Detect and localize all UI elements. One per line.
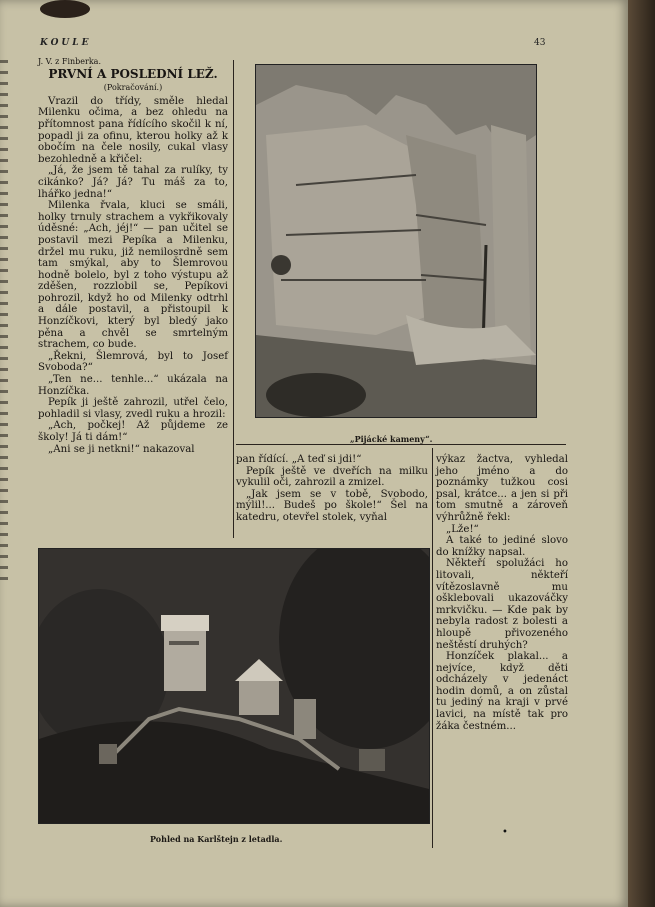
article-subtitle: (Pokračování.) — [103, 83, 163, 93]
column-divider — [233, 60, 234, 538]
paragraph: „Ach, počkej! Až půjdeme ze školy! Já ti dám!“ — [38, 420, 228, 443]
paragraph: „Lže!“ — [446, 523, 479, 535]
paragraph: „Ani se ji netkni!“ nakazoval — [48, 443, 195, 455]
paragraph: „Řekni, Šlemrová, byl to Josef Svoboda?“ — [38, 350, 228, 374]
column-1 — [38, 56, 228, 455]
page-stain — [40, 0, 90, 18]
section-divider — [236, 444, 566, 445]
rock-illustration — [256, 65, 536, 417]
paragraph: „Jak jsem se v tobě, Svobodo, mýlil!... Budeš po škole!“ Šel na katedru, otevřel stolek, vyňal — [236, 488, 428, 523]
article-author: J. V. z Finberka. — [38, 57, 101, 66]
paragraph: Někteří spolužáci ho litovali, někteří vítězoslavně mu ošklebovali ukazováčky mrkvičku. — Kde pak by nebyla radost z bolesti a hloupě přivozeného neštěstí druhých? — [436, 558, 568, 651]
binding-marks — [0, 60, 8, 580]
paragraph: A také to jediné slovo do knížky napsal. — [436, 535, 568, 558]
paragraph: Vrazil do třídy, směle hledal Milenku očima, a bez ohledu na přítomnost pana řídícího skočil k ní, popadl ji za ofinu, kterou holky až k obočím na čele nosily, cukal vlasy bezohledně a křičel: — [38, 95, 228, 165]
paragraph: výkaz žactva, vyhledal jeho jméno a do poznámky tužkou cosi psal, krátce... a jen si při tom smutně a zároveň výhrůžně řekl: — [436, 454, 568, 523]
page-edge — [628, 0, 655, 907]
paragraph: Honzíček plakal... a nejvíce, když děti odcházely v jedenáct hodin domů, a on zůstal tu jediný na kraji v prvé lavici, na místě tak pro žáka čestném... — [436, 651, 568, 732]
paragraph: Pepík ještě ve dveřích na milku vykulil oči, zahrozil a zmizel. — [236, 465, 428, 489]
page-number: 43 — [534, 38, 546, 48]
column-3 — [436, 454, 568, 732]
paragraph: pan řídící. „A teď si jdi!“ — [236, 454, 362, 465]
photo-rocks — [255, 64, 537, 418]
column-2 — [236, 454, 428, 524]
photo-caption: Pohled na Karlštejn z letadla. — [150, 834, 283, 844]
paragraph: Milenka řvala, kluci se smáli, holky trnuly strachem a vykřikovaly úděsné: „Ach, jéj!“ — pan učitel se postavil mezi Pepíka a Milenku, držel mu ruku, již nemilosrdně sem tam smýkal, aby to Šlemrovou hodně bolelo, byl z toho výstupu až zděšen, rozzlobil se, Pepíkovi pohrozil, když ho od Milenky odtrhl a dále postavil, a přistoupil k Honzíčkovi, který byl bledý jako pěna a chvěl se smrtelným strachem, co bude. — [38, 200, 228, 351]
castle-illustration — [39, 549, 429, 823]
paragraph: „Já, že jsem tě tahal za rulíky, ty cikánko? Já? Já? Tu máš za to, lhářko jedna!“ — [38, 165, 228, 200]
paragraph: Pepík ji ještě zahrozil, utřel čelo, pohladil si vlasy, zvedl ruku a hrozil: — [38, 397, 228, 420]
paragraph: „Ten ne... tenhle...“ ukázala na Honzíčka. — [38, 374, 228, 397]
article-title: PRVNÍ A POSLEDNÍ LEŽ. — [48, 66, 218, 81]
magazine-title: KOULE — [40, 38, 92, 48]
photo-castle — [38, 548, 430, 824]
column-divider — [432, 448, 433, 848]
end-mark: • — [502, 827, 508, 838]
photo-caption: „Pijácké kameny“. — [350, 434, 433, 444]
